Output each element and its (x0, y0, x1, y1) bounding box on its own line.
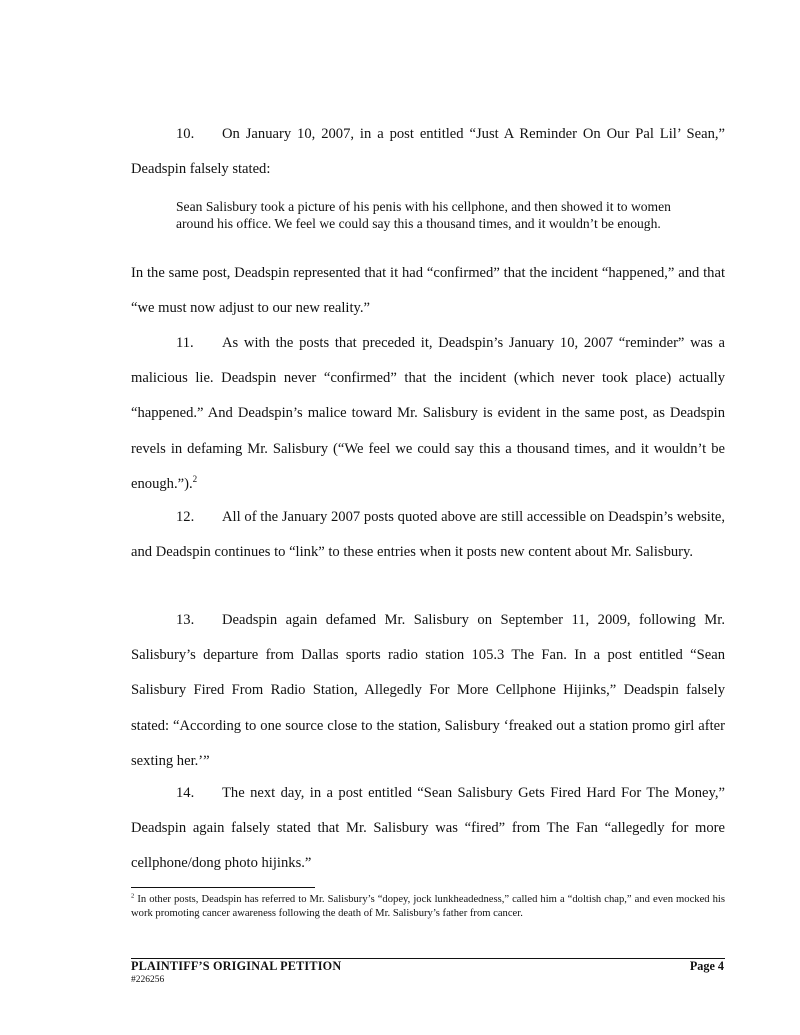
paragraph-10 (131, 117, 725, 187)
paragraph-number: 13. (176, 612, 195, 628)
paragraph-text: As with the posts that preceded it, Deadspin’s January 10, 2007 “reminder” was a malicious lie. Deadspin never “confirmed” that the incident (which never took place) actually “happened.” And Deadspin’s malice toward Mr. Salisbury is evident in the same post, as Deadspin revels in defaming Mr. Salisbury (“We feel we could say this a thousand times, and it wouldn’t be enough.”). (131, 335, 725, 492)
paragraph-12 (131, 500, 725, 570)
paragraph-text: On January 10, 2007, in a post entitled “Just A Reminder On Our Pal Lil’ Sean,” Deadspin falsely stated: (131, 126, 725, 178)
footnote-reference: 2 (192, 473, 198, 484)
block-quote: Sean Salisbury took a picture of his penis with his cellphone, and then showed it to women around his office. We feel we could say this a thousand times, and it wouldn’t be enough. (176, 199, 671, 231)
paragraph-11 (131, 326, 725, 502)
paragraph-text: The next day, in a post entitled “Sean Salisbury Gets Fired Hard For The Money,” Deadspin again falsely stated that Mr. Salisbury was “fired” from The Fan “allegedly for more cellphone/dong photo hijinks.” (131, 785, 725, 872)
footnote-marker: 2 (131, 892, 135, 900)
paragraph-number: 10. (176, 126, 195, 142)
document-number: #226256 (131, 975, 165, 985)
paragraph-14 (131, 776, 725, 882)
paragraph-number: 14. (176, 785, 195, 801)
footnote-text: In other posts, Deadspin has referred to Mr. Salisbury’s “dopey, jock lunkheadedness,” called him a “doltish chap,” and even mocked his work promoting cancer awareness following the death of Mr. Salisbury’s father from cancer. (131, 894, 725, 920)
paragraph-13 (131, 603, 725, 779)
footer-title: PLAINTIFF’S ORIGINAL PETITION (131, 959, 342, 973)
paragraph-text: Deadspin again defamed Mr. Salisbury on September 11, 2009, following Mr. Salisbury’s departure from Dallas sports radio station 105.3 The Fan. In a post entitled “Sean Salisbury Fired From Radio Station, Allegedly For More Cellphone Hijinks,” Deadspin falsely stated: “According to one source close to the station, Salisbury ‘freaked out a station promo girl after sexting her.’” (131, 612, 725, 769)
paragraph-number: 12. (176, 509, 195, 525)
paragraph-10-continued: In the same post, Deadspin represented that it had “confirmed” that the incident “happened,” and that “we must now adjust to our new reality.” (131, 265, 725, 317)
footnote (131, 893, 725, 921)
paragraph-text: All of the January 2007 posts quoted above are still accessible on Deadspin’s website, and Deadspin continues to “link” to these entries when it posts new content about Mr. Salisbury. (131, 509, 725, 561)
paragraph-number: 11. (176, 335, 194, 351)
page-number: Page 4 (689, 959, 724, 973)
footnote-divider (131, 887, 315, 888)
